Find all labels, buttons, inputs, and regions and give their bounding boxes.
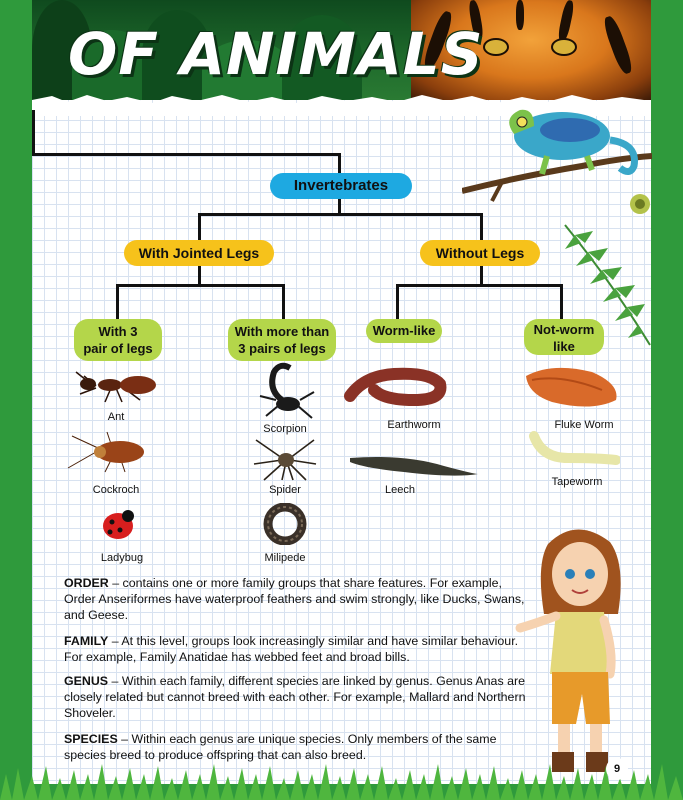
spider-label: Spider <box>269 484 301 496</box>
tree-line <box>396 284 399 320</box>
snail-image <box>628 188 652 220</box>
tree-line <box>282 284 285 320</box>
node-label-line: With 3 <box>98 324 138 339</box>
jungle-banner <box>32 0 651 100</box>
ladybug-label: Ladybug <box>100 552 144 564</box>
genus-term: GENUS <box>64 674 109 688</box>
tree-line <box>198 213 201 241</box>
invertebrates-node: Invertebrates <box>270 173 412 199</box>
jointed-legs-node: With Jointed Legs <box>124 240 274 266</box>
order-term: ORDER <box>64 576 109 590</box>
cockroach-label: Cockroch <box>92 484 140 496</box>
tree-line <box>396 284 562 287</box>
tree-line <box>560 284 563 320</box>
species-text: – Within each genus are unique species. Only members of the same species breed to produce offspring that can also breed. <box>64 732 497 762</box>
node-label-line: pair of legs <box>83 341 153 356</box>
millipede-label: Milipede <box>264 552 306 564</box>
genus-definition <box>64 673 534 721</box>
node-label-line: 3 pairs of legs <box>238 341 326 356</box>
leech-image <box>344 448 484 480</box>
species-definition <box>64 731 534 763</box>
not-worm-like-node <box>524 319 604 355</box>
worm-like-node: Worm-like <box>366 319 442 343</box>
species-term: SPECIES <box>64 732 118 746</box>
millipede-image <box>262 503 308 545</box>
family-definition <box>64 633 534 665</box>
order-text: – contains one or more family groups that share features. For example, Order Anseriformes have waterproof feathers and swim strongly, like Ducks, Swans, and Geese. <box>64 576 525 622</box>
tree-line <box>116 284 119 320</box>
tree-line <box>480 213 483 241</box>
tree-line <box>338 153 341 175</box>
scorpion-image <box>254 360 320 422</box>
ant-label: Ant <box>107 411 125 423</box>
earthworm-image <box>344 360 450 410</box>
earthworm-label: Earthworm <box>387 419 441 431</box>
chameleon-image <box>462 96 652 211</box>
tapeworm-label: Tapeworm <box>551 476 603 488</box>
three-pair-legs-node <box>74 319 162 361</box>
tree-line <box>480 265 483 285</box>
order-definition <box>64 575 534 623</box>
fluke-worm-image <box>522 362 622 412</box>
tree-line <box>32 110 35 155</box>
scorpion-label: Scorpion <box>263 423 307 435</box>
tapeworm-image <box>528 428 620 466</box>
fluke-worm-label: Fluke Worm <box>554 419 614 431</box>
page-number: 9 <box>606 758 628 780</box>
family-text: – At this level, groups look increasingly similar and have similar behaviour. For example, Family Anatidae has webbed feet and broad bills. <box>64 634 519 664</box>
ladybug-image <box>98 506 138 542</box>
cockroach-image <box>66 430 152 474</box>
family-term: FAMILY <box>64 634 109 648</box>
spider-image <box>252 436 318 482</box>
tree-line <box>116 284 284 287</box>
page-title: OF ANIMALS <box>68 20 484 88</box>
without-legs-node: Without Legs <box>420 240 540 266</box>
genus-text: – Within each family, different species are linked by genus. Genus Anas are closely related but cannot breed with each other. For example, Mallard and Northern Shoveler. <box>64 674 526 720</box>
node-label-line: like <box>553 339 575 354</box>
more-than-three-pairs-node <box>228 319 336 361</box>
tree-line <box>198 265 201 285</box>
node-label-line: Not-worm <box>533 322 595 337</box>
grass-border <box>0 760 683 800</box>
ant-image <box>66 368 162 404</box>
tree-line <box>198 213 482 216</box>
tree-line <box>32 153 340 156</box>
leech-label: Leech <box>385 484 415 496</box>
node-label-line: With more than <box>234 324 330 339</box>
